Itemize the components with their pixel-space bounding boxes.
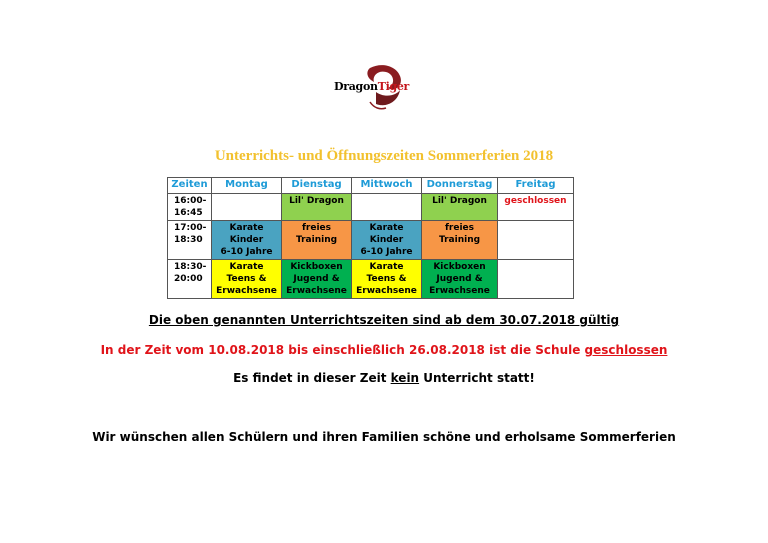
header-cell: Dienstag (282, 178, 352, 194)
table-cell: freies Training (422, 221, 498, 260)
table-cell: Lil' Dragon (422, 194, 498, 221)
header-cell: Freitag (498, 178, 574, 194)
page-title: Unterrichts- und Öffnungszeiten Sommerferien 2018 (214, 148, 554, 164)
header-cell: Zeiten (168, 178, 212, 194)
table-cell (498, 260, 574, 299)
table-cell: Kickboxen Jugend & Erwachsene (282, 260, 352, 299)
wishes-notice: Wir wünschen allen Schülern und ihren Familien schöne und erholsame Sommerferien (92, 430, 676, 444)
header-cell: Donnerstag (422, 178, 498, 194)
logo-text-tiger: Tiger (377, 80, 410, 93)
table-cell: Lil' Dragon (282, 194, 352, 221)
table-cell: Karate Teens & Erwachsene (352, 260, 422, 299)
table-cell: Karate Kinder 6-10 Jahre (352, 221, 422, 260)
schedule-table (167, 177, 574, 299)
table-row (168, 260, 574, 299)
table-cell: geschlossen (498, 194, 574, 221)
header-cell: Montag (212, 178, 282, 194)
table-cell: freies Training (282, 221, 352, 260)
table-row (168, 194, 574, 221)
logo (330, 62, 425, 112)
time-cell: 18:30- 20:00 (168, 260, 212, 299)
closure-notice: In der Zeit vom 10.08.2018 bis einschließlich 26.08.2018 ist die Schule geschlossen (100, 343, 668, 357)
table-row (168, 221, 574, 260)
no-lesson-notice: Es findet in dieser Zeit kein Unterricht statt! (233, 371, 535, 385)
time-cell: 17:00- 18:30 (168, 221, 212, 260)
table-cell (212, 194, 282, 221)
logo-text (334, 80, 409, 93)
time-cell: 16:00- 16:45 (168, 194, 212, 221)
table-cell: Kickboxen Jugend & Erwachsene (422, 260, 498, 299)
header-cell: Mittwoch (352, 178, 422, 194)
table-cell: Karate Kinder 6-10 Jahre (212, 221, 282, 260)
table-cell: Karate Teens & Erwachsene (212, 260, 282, 299)
table-cell (498, 221, 574, 260)
table-header-row (168, 178, 574, 194)
validity-notice: Die oben genannten Unterrichtszeiten sind ab dem 30.07.2018 gültig (148, 313, 620, 327)
logo-text-dragon: Dragon (334, 80, 378, 93)
table-cell (352, 194, 422, 221)
